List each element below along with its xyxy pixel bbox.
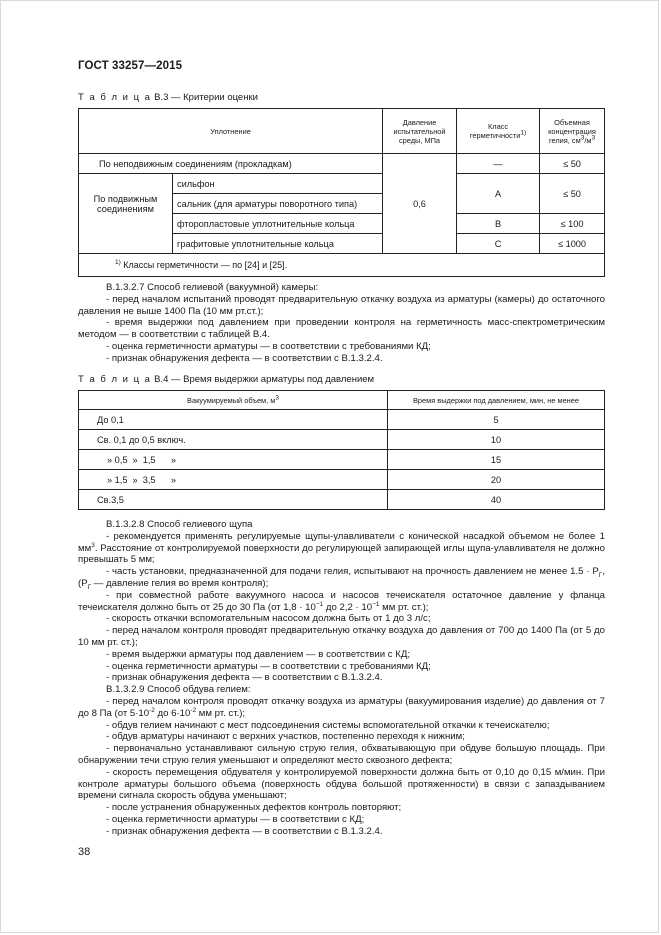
section-b1329-p1-sup: -2 [149, 706, 155, 714]
table-b3-footnote-text: Классы герметичности — по [24] и [25]. [120, 260, 288, 270]
section-b1328-p2-sub: Г [598, 572, 603, 580]
section-b1329-item: - обдув гелием начинают с мест подсоединения системы вспомогательной откачки к течеискателю; [106, 719, 550, 731]
section-b1328-p3-mid: до 2,2 · 10 [323, 601, 373, 613]
document-header: ГОСТ 33257—2015 [78, 60, 183, 72]
section-b1328-p2-mid: , (P [78, 566, 605, 589]
section-b1327-title: В.1.3.2.7 Способ гелиевой (вакуумной) камеры: [106, 282, 319, 293]
table-b4 [78, 390, 605, 510]
table-b3-header-class [457, 109, 540, 154]
table-b4-caption-title: В.4 — Время выдержки арматуры под давлением [151, 374, 375, 385]
table-b3 [78, 108, 605, 277]
table-b3-footnote [79, 254, 605, 277]
table-b4-time: 20 [388, 470, 605, 490]
section-b1328 [78, 519, 605, 838]
section-b1329-item: - обдув арматуры начинают с верхних участков, постепенно переходя к нижним; [106, 731, 465, 743]
table-row [79, 410, 605, 430]
table-b3-fixed-conc: ≤ 50 [540, 154, 605, 174]
table-b4-time: 15 [388, 450, 605, 470]
table-b3-moving-group: По подвижным соединениям [79, 174, 173, 254]
table-b3-row-bellows: сильфон [173, 174, 383, 194]
section-b1329-p1-sup2: -2 [190, 706, 197, 714]
table-row [79, 430, 605, 450]
section-b1328-item: - скорость откачки вспомогательным насосом должна быть от 1 до 3 л/с; [106, 613, 431, 625]
table-b3-conc-a: ≤ 50 [540, 174, 605, 214]
section-b1328-item [78, 531, 605, 566]
table-b4-header-volume-text: Вакуумируемый объем, м [187, 395, 276, 405]
table-b3-header-conc-sup2: 3 [591, 134, 596, 142]
table-b3-caption-title: В.3 — Критерии оценки [151, 92, 258, 103]
section-b1329-title: В.1.3.2.9 Способ обдува гелием: [106, 684, 251, 696]
table-b3-fixed-class: — [457, 154, 540, 174]
table-b4-time: 5 [388, 410, 605, 430]
table-b3-header-pressure: Давление испытательной среды, МПа [383, 109, 457, 154]
table-b4-time: 10 [388, 430, 605, 450]
section-b1329-item: - первоначально устанавливают сильную струю гелия, обхватывающую при обдуве большую площадь. При обнаружении течи струю гелия уменьшают и определяют место сквозного дефекта; [78, 743, 605, 766]
section-b1329-item: - признак обнаружения дефекта — в соответствии с В.1.3.2.4. [106, 825, 383, 837]
section-b1328-p1: - рекомендуется применять регулируемые щупы-улавливатели с конической насадкой объемом не более 1 мм [78, 530, 605, 554]
section-b1328-p3-tail: мм рт. ст.); [379, 601, 429, 613]
section-b1328-item: - перед началом контроля проводят предварительную откачку воздуха до давления от 700 до 1400 Па (от 5 до 10 мм рт. ст.); [78, 625, 605, 648]
section-b1328-item: - время выдержки арматуры под давлением — в соответствии с КД; [106, 648, 411, 660]
table-b3-footnote-sup: 1) [115, 259, 121, 266]
table-b4-time: 40 [388, 490, 605, 510]
table-b4-volume: Св.3,5 [79, 490, 388, 510]
section-b1327 [78, 282, 605, 365]
table-row [79, 450, 605, 470]
table-b4-caption [78, 374, 374, 385]
section-b1329-item: - оценка герметичности арматуры — в соответствии с КД; [106, 813, 365, 825]
table-b4-header-volume-sup: 3 [275, 394, 279, 402]
table-b3-caption [78, 92, 258, 103]
section-b1328-p2: - часть установки, предназначенной для подачи гелия, испытывают на прочность давлением не менее 1.5 · P [106, 566, 599, 578]
table-b3-pressure-value: 0,6 [383, 154, 457, 254]
table-b3-header-concentration [540, 109, 605, 154]
section-b1329-item [78, 696, 605, 720]
section-b1328-p1-tail: . Расстояние от контролируемой поверхности до регулирующей запирающей иглы щупа-улавливателя не должно превышать 5 мм; [78, 542, 605, 566]
section-b1329-p1-mid: до 6·10 [154, 707, 191, 719]
table-b3-row-fixed: По неподвижным соединениям (прокладкам) [79, 154, 383, 174]
table-b4-header-time: Время выдержки под давлением, мин, не менее [388, 391, 605, 410]
table-b3-header-class-sup: 1) [520, 129, 527, 137]
section-b1328-p2-tail: — давление гелия во время контроля); [91, 577, 269, 589]
table-row [79, 470, 605, 490]
table-b4-caption-prefix: Т а б л и ц а [78, 374, 152, 385]
table-b3-row-graphite: графитовые уплотнительные кольца [173, 234, 383, 254]
table-b3-class-c: С [457, 234, 540, 254]
section-b1327-item: - оценка герметичности арматуры — в соответствии с требованиями КД; [106, 340, 431, 352]
section-b1327-item: - перед началом испытаний проводят предварительную откачку воздуха из арматуры (камеры) до остаточного давления не выше 1400 Па (10 мм рт.ст.); [78, 293, 605, 317]
section-b1328-p3-sup2: −1 [372, 600, 380, 608]
table-b4-volume: До 0,1 [79, 410, 388, 430]
table-b3-header-conc-tail: /м [584, 135, 592, 145]
section-b1328-p1-sup: 3 [91, 541, 95, 549]
section-b1329-item: - после устранения обнаруженных дефектов контроль повторяют; [106, 802, 402, 814]
table-b3-row-gland: сальник (для арматуры поворотного типа) [173, 194, 383, 214]
section-b1327-item: - признак обнаружения дефекта — в соответствии с В.1.3.2.4. [106, 352, 383, 364]
section-b1328-p2-sub2: Г [87, 583, 92, 591]
table-b3-row-fluoro: фторопластовые уплотнительные кольца [173, 214, 383, 234]
section-b1328-title: В.1.3.2.8 Способ гелиевого щупа [106, 519, 253, 530]
section-b1327-item: - время выдержки под давлением при проведении контроля на герметичность масс-спектрометрическим методом — в соответствии с таблицей В.4. [78, 317, 605, 341]
section-b1328-item [78, 590, 605, 614]
table-b3-class-b: В [457, 214, 540, 234]
table-b4-header-volume [79, 391, 388, 410]
section-b1328-item: - оценка герметичности арматуры — в соответствии с требованиями КД; [106, 660, 431, 672]
section-b1328-p3-sup: −1 [315, 600, 324, 608]
section-b1328-item: - признак обнаружения дефекта — в соответствии с В.1.3.2.4. [106, 672, 383, 684]
table-b3-caption-prefix: Т а б л и ц а [78, 92, 152, 103]
section-b1328-item [78, 566, 605, 590]
table-b4-volume: » 0,5 » 1,5 » [79, 450, 388, 470]
table-b3-conc-b: ≤ 100 [540, 214, 605, 234]
section-b1329-item: - скорость перемещения обдувателя у контролируемой поверхности должна быть от 0,10 до 0,15 м/мин. При контроле арматуры большого объема (поверхность обдува большой протяженности) в связи с запаздыванием времени сигнала скорость обдува уменьшают; [78, 766, 605, 802]
section-b1329-p1: - перед началом контроля проводят откачку воздуха из арматуры (вакуумирования изделие) до давления от 7 до 8 Па (от 5·10 [78, 695, 605, 719]
table-b3-header-conc-sup: 3 [580, 134, 585, 142]
table-b3-class-a: А [457, 174, 540, 214]
page-number: 38 [78, 846, 91, 858]
section-b1328-p3: - при совместной работе вакуумного насоса и насосов течеискателя остаточное давление у фланца течеискателя должно быть от 25 до 30 Па (от 1,8 · 10 [78, 589, 605, 613]
table-b4-volume: » 1,5 » 3,5 » [79, 470, 388, 490]
table-b3-conc-c: ≤ 1000 [540, 234, 605, 254]
table-b4-volume: Св. 0,1 до 0,5 включ. [79, 430, 388, 450]
table-row [79, 490, 605, 510]
table-b3-header-class-text: Класс герметичности [469, 122, 521, 140]
section-b1329-p1-tail: мм рт. ст.); [196, 707, 246, 719]
table-b3-header-conc-text: Объемная концентрация гелия, см [548, 117, 596, 145]
table-b3-header-seal: Уплотнение [79, 109, 383, 154]
